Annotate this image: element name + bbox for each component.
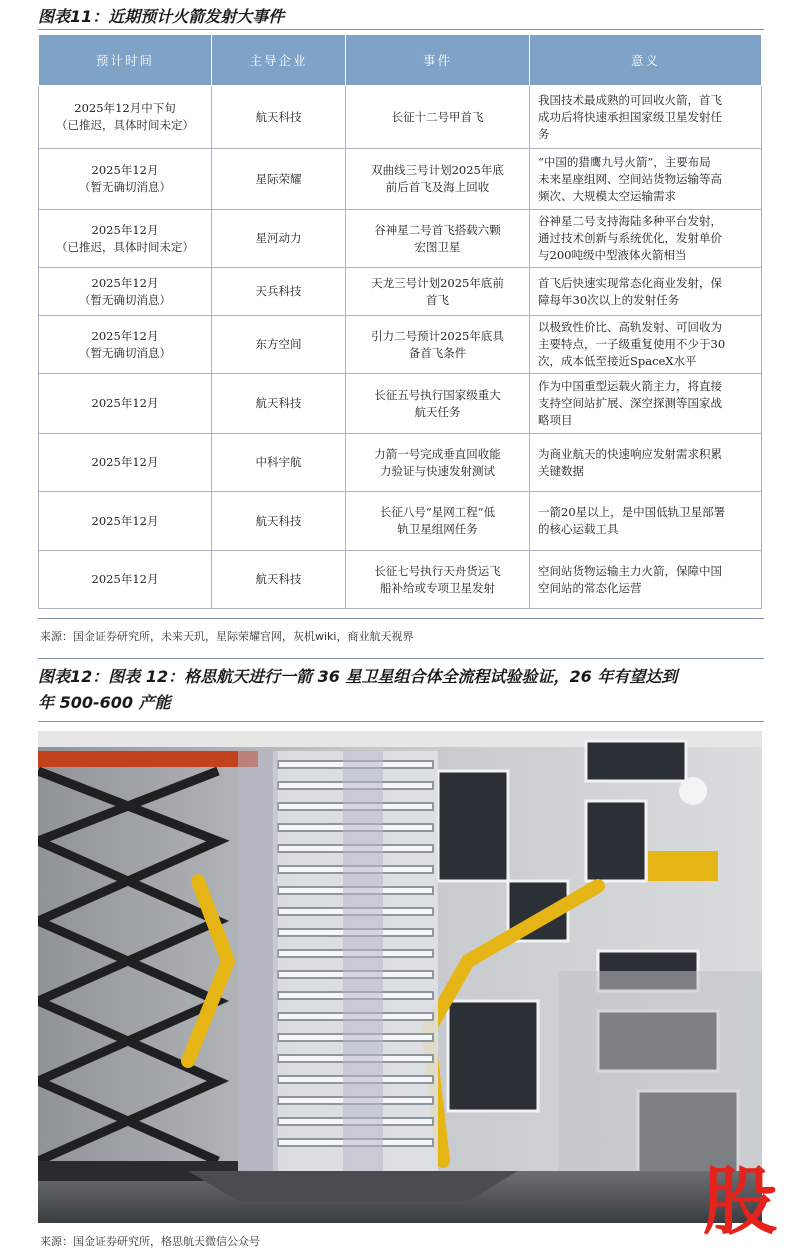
time-cell — [39, 86, 212, 149]
table-row — [39, 551, 762, 609]
time-cell — [39, 268, 212, 316]
event-cell-line: 长征十二号甲首飞 — [391, 109, 484, 124]
figure-11-title: 图表11：近期预计火箭发射大事件 — [38, 7, 285, 26]
event-cell-line: 谷神星二号首飞搭载六颗 — [374, 222, 501, 237]
watermark-stamp — [694, 1159, 786, 1237]
company-cell: 航天科技 — [212, 492, 346, 551]
significance-cell — [530, 210, 762, 268]
significance-cell-line: 首飞后快速实现常态化商业发射，保 — [538, 275, 722, 290]
time-cell-line: 2025年12月 — [91, 455, 159, 469]
section-rule — [38, 658, 764, 659]
event-cell-line: 航天任务 — [414, 404, 461, 419]
time-cell-line: （已推迟，具体时间未定） — [56, 118, 194, 132]
work-light-icon — [679, 777, 707, 805]
significance-cell — [530, 492, 762, 551]
significance-cell-line: 为商业航天的快速响应发射需求积累 — [538, 446, 722, 461]
time-cell — [39, 316, 212, 374]
figure-12-source: 来源：国金证券研究所，格思航天微信公众号 — [40, 1235, 260, 1248]
figure-12-title-line2: 年 500-600 产能 — [38, 693, 171, 712]
table-row — [39, 374, 762, 434]
significance-cell-line: 空间站货物运输主力火箭，保障中国 — [538, 563, 722, 578]
time-cell-line: 2025年12月 — [91, 513, 159, 528]
satellite-stack-illustration — [38, 731, 762, 1223]
table-row — [39, 434, 762, 492]
time-cell-line: 2025年12月 — [91, 396, 159, 410]
rocket-launch-events-table — [38, 34, 762, 609]
event-cell — [346, 316, 530, 374]
significance-cell-line: 关键数据 — [538, 463, 584, 478]
table-header-row — [39, 35, 762, 86]
significance-cell-line: 谷神星二号支持海陆多种平台发射， — [538, 214, 722, 228]
event-cell-line: 长征七号执行天舟货运飞 — [374, 563, 501, 578]
significance-cell-line: 一箭20星以上，是中国低轨卫星部署 — [538, 505, 726, 519]
event-cell-line: 轨卫星组网任务 — [397, 522, 478, 536]
significance-cell — [530, 268, 762, 316]
company-cell: 东方空间 — [212, 316, 346, 374]
blurred-post-center — [343, 751, 383, 1171]
time-cell-line: 2025年12月 — [91, 328, 159, 343]
significance-cell-line: 以极致性价比、高轨发射、可回收为 — [538, 320, 722, 334]
significance-cell-line: 的核心运载工具 — [538, 522, 619, 536]
significance-cell-line: 未来星座组网、空间站货物运输等高 — [538, 171, 722, 186]
event-cell-line: 力验证与快速发射测试 — [380, 463, 495, 478]
header-time: 预计时间 — [39, 35, 212, 86]
event-cell-line: 力箭一号完成垂直回收能 — [374, 446, 501, 461]
event-cell-line: 长征八号“星网工程”低 — [379, 505, 496, 519]
boom-bucket — [648, 851, 718, 881]
significance-cell-line: 障每年30次以上的发射任务 — [538, 292, 680, 307]
figure-11-source: 来源：国金证券研究所，未来天玑，星际荣耀官网，灰机wiki，商业航天视界 — [40, 630, 414, 643]
significance-cell-line: 与200吨级中型液体火箭相当 — [538, 248, 687, 262]
time-cell-line: 2025年12月中下旬 — [74, 101, 176, 115]
company-cell: 星际荣耀 — [212, 149, 346, 210]
event-cell — [346, 86, 530, 149]
company-cell: 星河动力 — [212, 210, 346, 268]
significance-cell — [530, 86, 762, 149]
significance-cell-line: 我国技术最成熟的可回收火箭，首飞 — [538, 92, 722, 107]
company-cell: 航天科技 — [212, 86, 346, 149]
event-cell — [346, 210, 530, 268]
event-cell-line: 首飞 — [426, 292, 449, 307]
event-cell-line: 备首飞条件 — [408, 345, 467, 360]
company-cell: 航天科技 — [212, 374, 346, 434]
table-row — [39, 492, 762, 551]
event-cell — [346, 149, 530, 210]
blurred-post-left — [238, 751, 278, 1171]
company-cell: 天兵科技 — [212, 268, 346, 316]
significance-cell-line: 务 — [538, 126, 550, 141]
event-cell-line: 天龙三号计划2025年底前 — [371, 275, 504, 290]
event-cell — [346, 268, 530, 316]
significance-cell — [530, 434, 762, 492]
event-cell-line: 引力二号预计2025年底具 — [371, 328, 504, 343]
significance-cell-line: 空间站的常态化运营 — [538, 580, 642, 595]
company-cell: 航天科技 — [212, 551, 346, 609]
significance-cell-line: “中国的猎鹰九号火箭”，主要布局 — [538, 154, 711, 169]
time-cell-line: 2025年12月 — [91, 572, 159, 586]
event-cell-line: 长征五号执行国家级重大 — [374, 387, 501, 402]
time-cell-line: （暂无确切消息） — [79, 292, 171, 307]
figure-12-title-line1: 图表12：图表 12：格思航天进行一箭 36 星卫星组合体全流程试验验证，26 年有望达到 — [38, 667, 678, 686]
significance-cell-line: 通过技术创新与系统优化，发射单价 — [538, 231, 722, 245]
significance-cell — [530, 316, 762, 374]
event-cell-line: 船补给或专项卫星发射 — [380, 580, 495, 595]
table-row — [39, 268, 762, 316]
significance-cell-line: 成功后将快速承担国家级卫星发射任 — [538, 109, 722, 124]
event-cell-line: 宏图卫星 — [414, 239, 461, 254]
time-cell-line: 2025年12月 — [91, 222, 159, 237]
header-event: 事件 — [346, 35, 530, 86]
time-cell — [39, 149, 212, 210]
time-cell-line: （暂无确切消息） — [79, 345, 171, 360]
significance-cell-line: 略项目 — [538, 413, 573, 427]
event-cell-line: 前后首飞及海上回收 — [385, 180, 490, 194]
table-row — [39, 210, 762, 268]
table-row — [39, 316, 762, 374]
figure-12-rule — [38, 721, 764, 722]
platform-structure — [558, 971, 762, 1191]
time-cell-line: 2025年12月 — [91, 163, 159, 177]
header-company: 主导企业 — [212, 35, 346, 86]
time-cell-line: 2025年12月 — [91, 275, 159, 290]
significance-cell-line: 次，成本低至接近SpaceX水平 — [538, 354, 697, 368]
time-cell — [39, 551, 212, 609]
significance-cell-line: 作为中国重型运载火箭主力，将直接 — [538, 379, 722, 393]
table-row — [39, 86, 762, 149]
significance-cell — [530, 551, 762, 609]
time-cell — [39, 492, 212, 551]
time-cell — [39, 434, 212, 492]
event-cell — [346, 434, 530, 492]
significance-cell-line: 支持空间站扩展、深空探测等国家战 — [538, 396, 722, 410]
time-cell — [39, 210, 212, 268]
event-cell — [346, 374, 530, 434]
significance-cell — [530, 374, 762, 434]
table-bottom-rule — [38, 618, 764, 619]
title-rule — [38, 29, 764, 30]
significance-cell-line: 频次、大规模太空运输需求 — [538, 188, 676, 203]
satellite-stack-photo — [38, 731, 762, 1223]
watermark-stamp-text: 股 — [703, 1159, 777, 1237]
table-row — [39, 149, 762, 210]
event-cell-line: 双曲线三号计划2025年底 — [371, 163, 504, 177]
event-cell — [346, 492, 530, 551]
company-cell: 中科宇航 — [212, 434, 346, 492]
stack-base-adapter — [188, 1171, 518, 1201]
figure-12-title — [38, 664, 764, 716]
time-cell-line: （已推迟，具体时间未定） — [56, 239, 194, 254]
header-significance: 意义 — [530, 35, 762, 86]
time-cell — [39, 374, 212, 434]
significance-cell — [530, 149, 762, 210]
significance-cell-line: 主要特点，一子级重复使用不少于30 — [538, 337, 726, 351]
lift-platform — [38, 751, 258, 767]
time-cell-line: （暂无确切消息） — [79, 180, 171, 194]
event-cell — [346, 551, 530, 609]
